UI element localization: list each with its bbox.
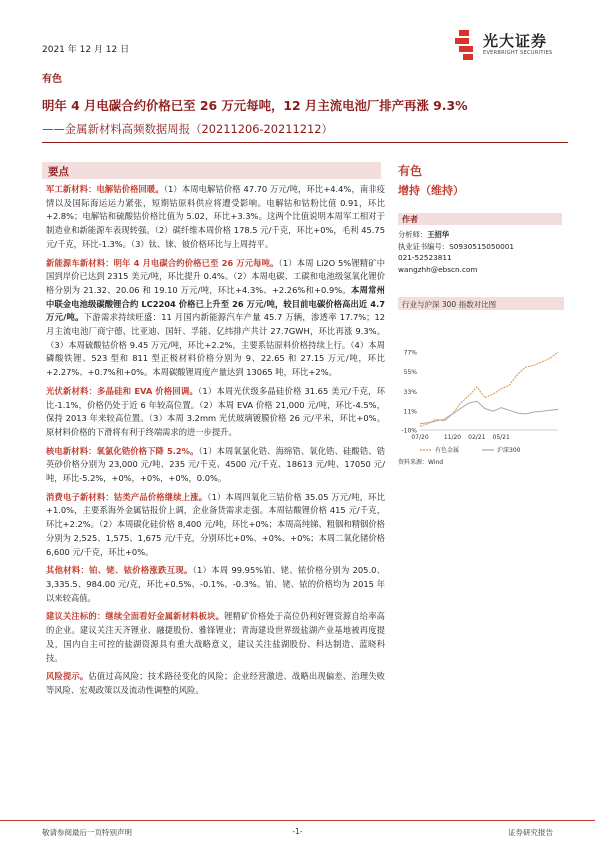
report-title: 明年 4 月电碳合约价格已至 26 万元每吨，12 月主流电池厂排产再涨 9.3% — [42, 98, 468, 113]
paragraph-recommendation: 建议关注标的：继续全面看好金属新材料板块。锂精矿价格处于高位仍利好锂资源自给率高的企业。建议关注天齐锂业、融捷股份、雅锋锂业；青海建设世界级盐湖产业基地被再度提及，国内自主可控的盐湖资源具有重大战略意义，建议关注盐湖股份、科达制造、蓝晓科技。 — [46, 611, 385, 663]
y-tick-label: 33% — [403, 388, 417, 396]
footer-report-type: 证券研究报告 — [508, 828, 553, 837]
page-number: -1- — [292, 827, 303, 836]
logo-mark-icon — [455, 30, 477, 60]
y-tick-label: 55% — [403, 369, 417, 377]
author-heading-bar — [398, 213, 562, 225]
brand-logo — [455, 28, 565, 68]
chart-heading-bar — [398, 297, 564, 310]
index-comparison-chart — [398, 346, 564, 470]
paragraph-risk: 风险提示。估值过高风险；技术路径变化的风险；企业经营激进、战略出现偏差、治理失败等风险、宏观政策以及流动性调整的风险。 — [46, 671, 385, 695]
summary-body — [46, 183, 385, 703]
chart-source: 资料来源：Wind — [398, 459, 444, 466]
series-line — [420, 352, 558, 426]
author-heading: 作者 — [402, 215, 418, 224]
chart-heading: 行业与沪深 300 指数对比图 — [402, 300, 497, 309]
y-tick-label: -10% — [401, 427, 417, 435]
analyst-license: 执业证书编号：S0930515050001 — [398, 241, 515, 251]
summary-heading-bar — [42, 162, 381, 179]
series-line — [420, 401, 558, 423]
footer-divider — [0, 820, 595, 821]
logo-name-cn: 光大证券 — [483, 32, 548, 50]
analyst-phone: 021-52523811 — [398, 253, 452, 262]
paragraph-new-energy: 新能源车新材料：明年 4 月电碳合约价格已至 26 万元每吨。（1）本周 Li2O 5%锂精矿中国到岸价已达到 2315 美元/吨，环比提升 0.4%。（2）本周电碳、工碳和电池级氢氧化锂价格分别为 21.32、20.06 和 19.10 万元/吨，环比+4.3%、+2.26%和+0.9%。本周常州中联金电池级碳酸锂合约 LC2204 价格已上升至 26 万元/吨，较目前电碳价格高出近 4.7 万元/吨。下游需求持续旺盛：11 月国内新能源汽车产量 45.7 万辆，渗透率 17.7%；12 月主流电池厂商宁德、比亚迪、国轩、孚能、亿纬排产共计 27.7GWH，环比再涨 9.3%。（3）本周硫酸钴价格 9.45 万元/吨，环比+2.2%，主要系钴原料价格持续上行。（4）本周磷酸铁锂、523 型和 811 型正极材料价格分别为 9、22.65 和 27.15 万元/吨，环比+2.27%、+0.7%和+0%。本周碳酸锂周度产量达到 13065 吨，环比+2%。 — [46, 257, 386, 378]
chart-svg — [398, 346, 564, 470]
title-divider — [42, 142, 568, 143]
report-sector: 有色 — [42, 74, 62, 85]
paragraph-nuclear: 核电新材料：氧氯化锆价格下降 5.2%。（1）本周氧氯化锆、海绵锆、氧化锆、硅酸锆、锆英砂价格分别为 23,000 元/吨、235 元/千克、4500 元/千克、18613 元/吨、17050 元/吨，环比-5.2%，+0%，+0%，+0%，0.0%。 — [46, 445, 385, 484]
summary-heading: 要点 — [48, 166, 69, 178]
y-tick-label: 77% — [403, 349, 417, 357]
legend-label: 沪深300 — [497, 447, 521, 454]
report-subtitle: ——金属新材料高频数据周报（20211206-20211212） — [42, 122, 333, 136]
analyst-email: wangzhh@ebscn.com — [398, 264, 478, 274]
logo-name-en: EVERBRIGHT SECURITIES — [483, 50, 553, 56]
legend-label: 有色金属 — [435, 447, 460, 454]
x-tick-label: 05/21 — [492, 434, 510, 441]
analyst-info — [398, 229, 514, 275]
analyst-label: 分析师： — [398, 230, 428, 239]
rating-badge: 增持（维持） — [398, 184, 464, 197]
footer-disclaimer: 敬请参阅最后一页特别声明 — [42, 828, 132, 837]
sidebar-sector: 有色 — [398, 164, 423, 178]
report-date: 2021 年 12 月 12 日 — [42, 45, 130, 55]
paragraph-consumer-electronics: 消费电子新材料：钴类产品价格继续上涨。（1）本周四氧化三钴价格 35.05 万元/吨，环比+1.0%，主要系海外金属钴报价上调，企业备货需求走强。本周钴酸锂价格 415 元/千克，环比+2.2%。（2）本周碳化硅价格 8,400 元/吨，环比+0%；本周高纯锑、粗铟和精铟价格分别为 2,525、1,575、1,675 元/千克，分别环比+0%、+0%、+0%；本周二氧化锗价格 6,600 元/千克，环比+0%。 — [46, 491, 386, 557]
x-tick-label: 07/20 — [411, 434, 429, 441]
x-tick-label: 11/20 — [443, 434, 462, 441]
y-tick-label: 11% — [403, 408, 417, 416]
paragraph-military: 军工新材料：电解钴价格回暖。（1）本周电解钴价格 47.70 万元/吨，环比+4.4%，南非疫情以及国际海运运力紧张，短期钴原料供应将遭受影响。电解钴和钴粉比值 0.91，环比+2.8%；电解钴和硫酸钴价格比值为 5.02，环比+3.3%。这两个比值说明本周军工相对于制造业和新能源车表现转强。（2）碳纤维本周价格 178.5 元/千克，环比+0%，毛利 45.75 元/千克，环比-1.3%。（3）钛、铼、铍价格环比与上周持平。 — [46, 184, 385, 249]
paragraph-other-materials: 其他材料：铂、铑、铱价格涨跌互现。（1）本周 99.95%铂、铑、铱价格分别为 205.0、3,335.5、984.00 元/克，环比+0.5%、-0.1%、-0.3%。铂、铑、铱的价格均为 2015 年以来较高值。 — [46, 565, 385, 603]
analyst-name: 王招华 — [427, 230, 450, 239]
paragraph-photovoltaic: 光伏新材料：多晶硅和 EVA 价格回调。（1）本周光伏级多晶硅价格 31.65 美元/千克，环比-1.1%，价格仍处于近 6 年较高位置。（2）本周 EVA 价格 21,000 元/吨，环比-4.5%，保持 2013 年来较高位置。（3）本周 3.2mm 光伏玻璃镀膜价格 26 元/平米，环比+0%。原材料价格的下滑将有利于终端需求的进一步提升。 — [46, 385, 386, 437]
x-tick-label: 02/21 — [468, 434, 486, 441]
